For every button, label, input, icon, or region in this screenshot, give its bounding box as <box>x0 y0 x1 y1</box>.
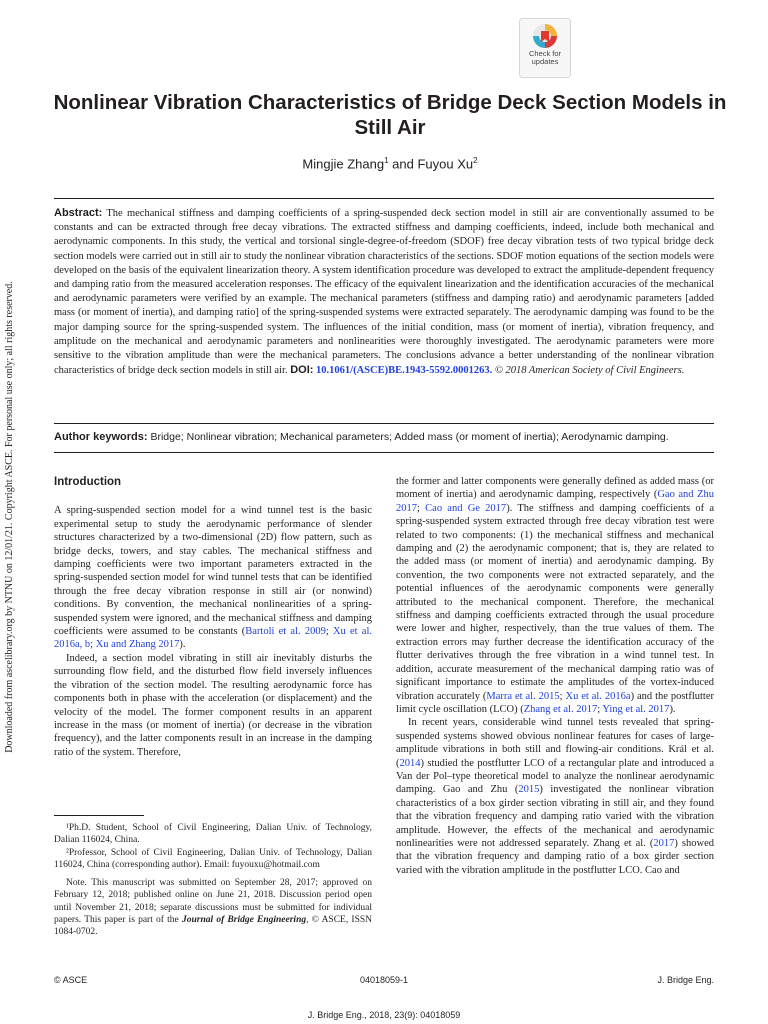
left-column <box>54 476 372 759</box>
intro-paragraph-1: A spring-suspended section model for a wind tunnel test is the basic experimental setup to study the aerodynamic performance of slender structures characterized by a two-dimensional (2D) flow pattern, such as bridge decks, towers, and stay cables. The mechanical stiffness and damping coefficients were two important parameters extracted in the spring-suspended section model for wind tunnel tests that can be identified through the free decay vibration response in still air (or nonwind) conditions. By convention, the mechanical nonlinearities of a spring-suspended system were ignored, and the mechanical stiffness and damping coefficients were assumed to be constants (Bartoli et al. 2009; Xu et al. 2016a, b; Xu and Zhang 2017). <box>54 505 372 651</box>
right-column <box>396 475 714 877</box>
intro-paragraph-2: Indeed, a section model vibrating in still air inevitably disturbs the surrounding flow field, and the disturbed flow field inversely influences the vibration of the section model. The resulting aerodynamic force has components both in phase with the acceleration (or displacement) and the velocity of the model. The former component results in an apparent increase in the mass (or moment of inertia) (or decrease in the vibration frequency), and the latter components result in an increase in the damping ratio of the system. Therefore, <box>54 652 372 758</box>
citation-link[interactable]: Xu et al. 2016a, b <box>54 626 372 651</box>
keywords-text: Bridge; Nonlinear vibration; Mechanical parameters; Added mass (or moment of inertia); Aerodynamic damping. <box>150 431 669 443</box>
manuscript-note: Note. This manuscript was submitted on September 28, 2017; approved on February 12, 2018; published online on June 21, 2018. Discussion period open until November 21, 2018; separate discussions must be submitted for individual papers. This paper is part of the Journal of Bridge Engineering, © ASCE, ISSN 1084-0702. <box>54 878 373 938</box>
footnote-2: ²Professor, School of Civil Engineering, Dalian Univ. of Technology, Dalian 116024, China (corresponding author). Email: fuyouxu@hotmail.com <box>54 847 372 870</box>
author-2-affiliation-marker: 2 <box>473 156 478 165</box>
citation-link[interactable]: Cao and Ge 2017 <box>425 502 507 514</box>
check-for-updates-badge[interactable] <box>519 18 571 78</box>
section-heading-introduction: Introduction <box>54 476 122 488</box>
citation-link[interactable]: Xu et al. 2016a <box>565 690 631 702</box>
keywords-top-rule <box>54 423 714 424</box>
intro-paragraph-4: In recent years, considerable wind tunnel tests revealed that spring-suspended systems showed obvious nonlinear features for cases of large-amplitude vibrations in both still and flowing-air conditions. Král et al. (2014) studied the postflutter LCO of a rectangular plate and introduced a Van der Pol–type theoretical model to analyze the nonlinear aerodynamic damping. Gao and Zhu (2015) investigated the nonlinear vibration characteristics of a box girder section vibrating in still air, and they found that the vibration frequency and damping ratio varied with the vibration amplitude. However, the effects of the mechanical and aerodynamic nonlinearities were not addressed separately. Zhang et al. (2017) showed that the vibration frequency and damping ratio of a box girder section varied with the vibration amplitude in the postflutter LCO. Cao and <box>396 717 714 876</box>
intro-paragraph-3: the former and latter components were generally defined as added mass (or moment of inertia) and aerodynamic damping, respectively (Gao and Zhu 2017; Cao and Ge 2017). The stiffness and damping coefficients of a spring-suspended system extracted through free decay vibration test were related to two components: (1) the mechanical stiffness and mechanical damping and (2) the aerodynamic component; that is, they are related to the added mass (or moment of inertia) and aerodynamic damping. By convention, the two components were not extracted separately, and the potential influences of the aerodynamic components were generally attributed to the mechanical component. Therefore, the mechanical stiffness and damping coefficients extracted through the usual procedure were lower and higher, respectively, than the true values of them. The extraction errors may further decrease the identification accuracy of the flutter derivatives through the free vibration in a wind tunnel test. In addition, accurate measurement of the mechanical damping ratio was of significant importance to estimate the amplitudes of the vortex-induced vibration accurately (Marra et al. 2015; Xu et al. 2016a) and the postflutter limit cycle oscillation (LCO) (Zhang et al. 2017; Ying et al. 2017). <box>396 476 714 715</box>
check-for-updates-label: Check for updates <box>528 49 562 66</box>
citation-link[interactable]: 2017 <box>653 837 675 849</box>
abstract-text: The mechanical stiffness and damping coefficients of a spring-suspended deck section model in still air are conventionally assumed to be constants and can be extracted through free decay vibrations. The extracted stiffness and damping coefficients, indeed, include both mechanical and aerodynamic components. In this study, the vertical and torsional single-degree-of-freedom (SDOF) free decay vibration tests of two typical bridge deck section models were carried out in still air to study the nonlinear vibration characteristics of the sections. SDOF motion equations of the section models were developed on the basis of the equivalent linearization theory. A system identification procedure was developed to extract the amplitude-dependent frequency and damping ratio from the measured acceleration responses. The efficacy of the equivalent linearization and the identification accuracies of the mechanical and aerodynamic parameters were verified by an example. The mechanical parameters (stiffness and damping ratio) and aerodynamic parameters [added mass (or moment of inertia), and damping ratio] of the spring-suspended systems were extracted separately. The aerodynamic damping was found to be the major damping source for the spring-suspended system. The influences of the initial condition, mass (or moment of inertia), vibration frequency, and amplitude on the mechanical and aerodynamic parameters and nonlinearities were thoroughly investigated. The aerodynamic parameters were more sensitive to the vibration amplitude than were the mechanical parameters. The conclusions advance a better understanding of the nonlinear vibration characteristics of bridge deck section models in still air. <box>54 208 715 377</box>
abstract-top-rule <box>54 198 714 199</box>
footnotes <box>54 822 372 939</box>
citation-link[interactable]: Zhang et al. 2017 <box>523 703 598 715</box>
abstract-label: Abstract: <box>54 207 103 219</box>
citation-link[interactable]: Gao and Zhu 2017 <box>396 489 714 514</box>
footer-article-number: 04018059-1 <box>359 975 409 985</box>
citation-link[interactable]: Xu and Zhang 2017 <box>95 639 180 651</box>
author-1[interactable]: Mingjie Zhang <box>302 156 385 172</box>
download-notice-sidebar: Downloaded from ascelibrary.org by NTNU on 12/01/21. Copyright ASCE. For personal use only; all rights reserved. <box>4 281 15 753</box>
footnote-1: ¹Ph.D. Student, School of Civil Engineering, Dalian Univ. of Technology, Dalian 116024, China. <box>54 823 372 846</box>
doi-label: DOI: <box>290 364 314 377</box>
author-2[interactable]: Fuyou Xu <box>417 156 474 172</box>
author-line <box>40 156 740 171</box>
citation-link[interactable]: Marra et al. 2015 <box>486 690 560 702</box>
check-for-updates-icon <box>532 23 558 49</box>
abstract <box>54 206 714 378</box>
copyright-notice: © 2018 American Society of Civil Engineers. <box>494 365 685 377</box>
footer-journal: J. Bridge Eng. <box>657 975 714 985</box>
citation-link[interactable]: Ying et al. 2017 <box>602 703 670 715</box>
footer-publisher: © ASCE <box>54 975 88 985</box>
journal-name: Journal of Bridge Engineering <box>181 915 307 926</box>
author-1-affiliation-marker: 1 <box>384 156 389 165</box>
bottom-citation: J. Bridge Eng., 2018, 23(9): 04018059 <box>307 1010 461 1020</box>
paper-title: Nonlinear Vibration Characteristics of Bridge Deck Section Models in Still Air <box>53 91 727 139</box>
author-separator: and <box>388 156 418 172</box>
doi-link[interactable]: 10.1061/(ASCE)BE.1943-5592.0001263. <box>316 365 493 377</box>
citation-link[interactable]: Bartoli et al. 2009 <box>245 626 326 638</box>
keywords-label: Author keywords: <box>54 431 148 443</box>
citation-link[interactable]: 2015 <box>518 784 540 796</box>
footnote-rule <box>54 815 144 816</box>
citation-link[interactable]: 2014 <box>399 757 421 769</box>
author-keywords <box>54 430 714 444</box>
keywords-bottom-rule <box>54 452 714 453</box>
